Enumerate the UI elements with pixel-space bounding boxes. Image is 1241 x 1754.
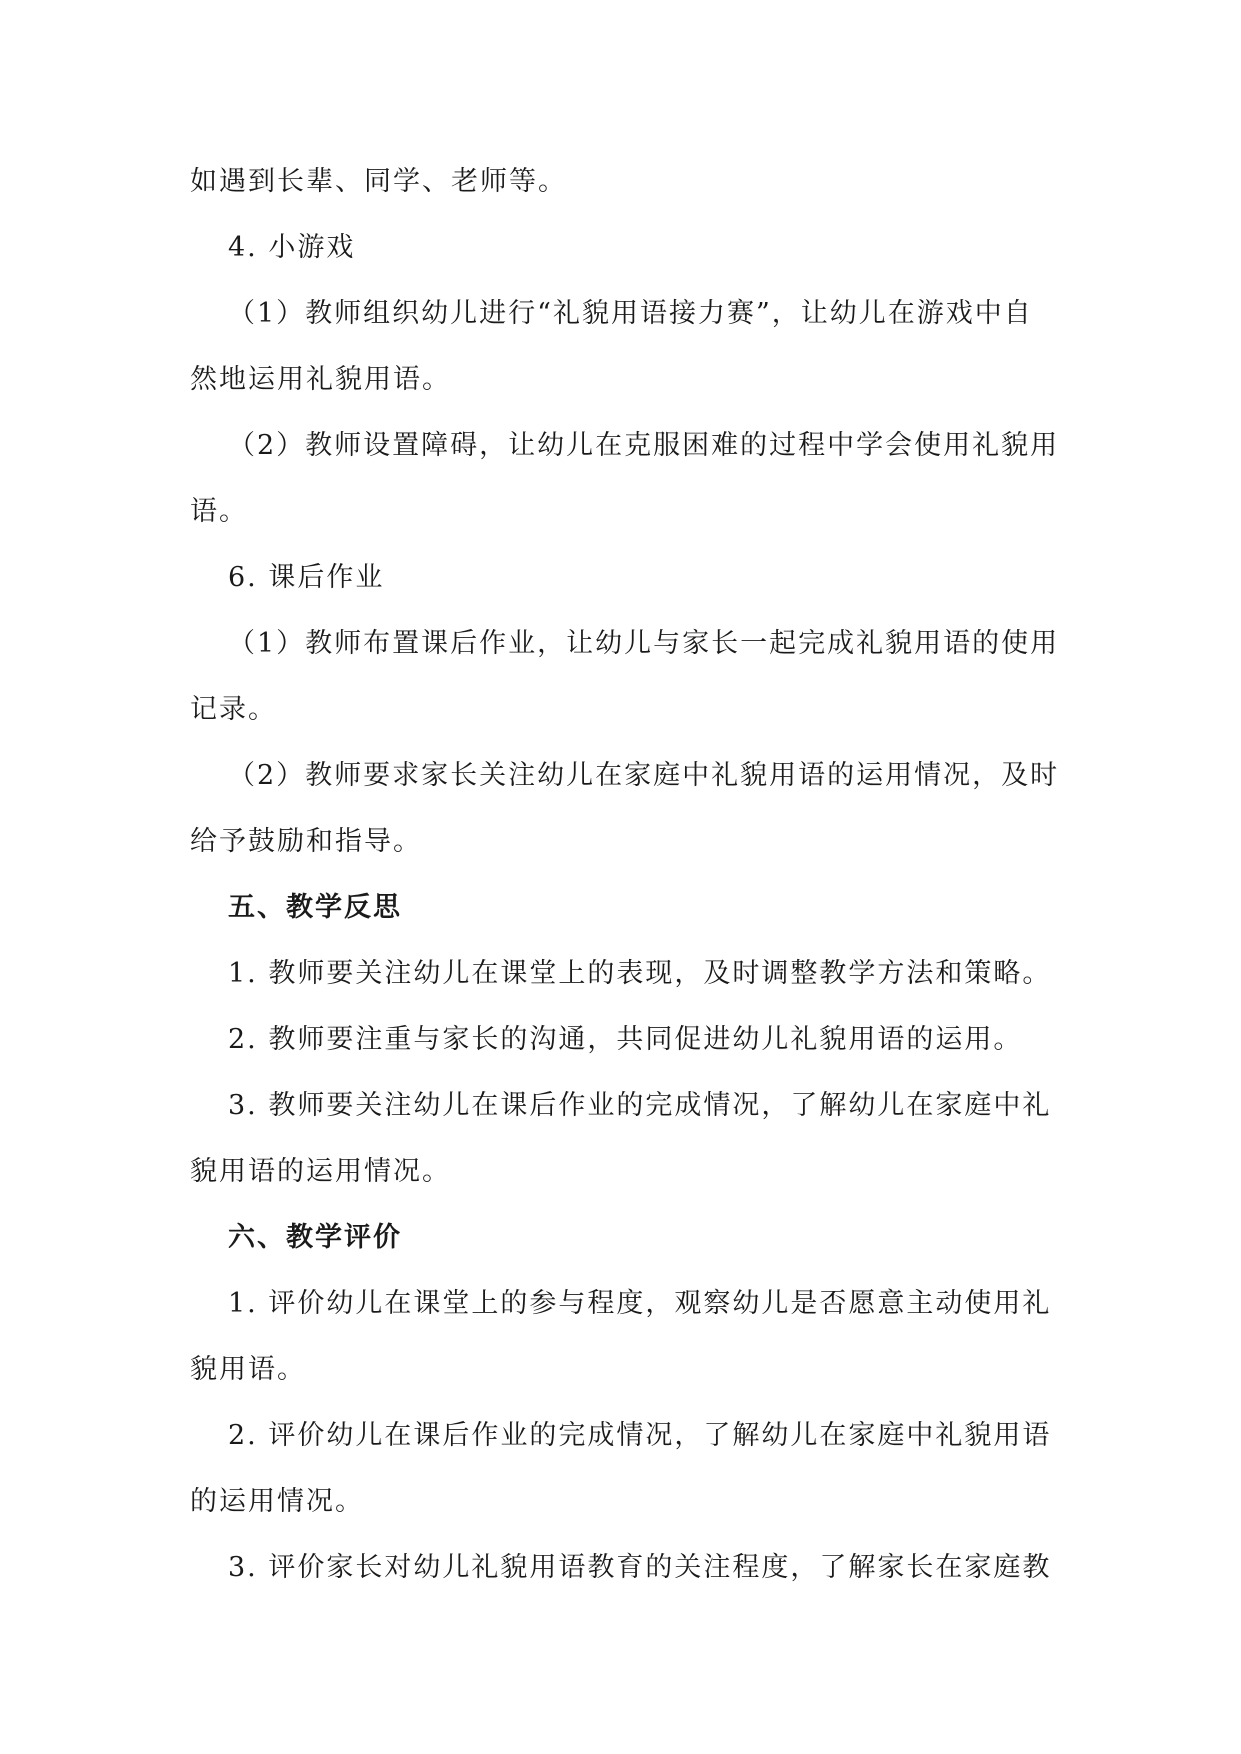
list-item-text: 2. 教师要注重与家长的沟通，共同促进幼儿礼貌用语的运用。 [228,1024,1023,1055]
paragraph-line: 然地运用礼貌用语。 [190,364,451,395]
paragraph-line: 给予鼓励和指导。 [190,826,422,857]
list-item-text: 1. 教师要关注幼儿在课堂上的表现，及时调整教学方法和策略。 [228,958,1052,989]
list-item-text: 1. 评价幼儿在课堂上的参与程度，观察幼儿是否愿意主动使用礼 [228,1288,1052,1319]
paragraph-line: 记录。 [190,694,277,725]
section-heading: 五、教学反思 [228,892,402,923]
list-item-text: （1）教师组织幼儿进行“礼貌用语接力赛”，让幼儿在游戏中自 [228,298,1033,329]
paragraph-line: 貌用语。 [190,1354,306,1385]
list-item-text: 2. 评价幼儿在课后作业的完成情况，了解幼儿在家庭中礼貌用语 [228,1420,1052,1451]
list-item-heading: 4. 小游戏 [228,232,356,263]
section-heading: 六、教学评价 [228,1222,402,1253]
paragraph-line: 貌用语的运用情况。 [190,1156,451,1187]
paragraph-line: 语。 [190,496,248,527]
paragraph-line: 如遇到长辈、同学、老师等。 [190,166,567,197]
list-item-text: 3. 评价家长对幼儿礼貌用语教育的关注程度，了解家长在家庭教 [228,1552,1052,1583]
list-item-heading: 6. 课后作业 [228,562,385,593]
paragraph-line: 的运用情况。 [190,1486,364,1517]
list-item-text: 3. 教师要关注幼儿在课后作业的完成情况，了解幼儿在家庭中礼 [228,1090,1052,1121]
list-item-text: （2）教师设置障碍，让幼儿在克服困难的过程中学会使用礼貌用 [228,430,1060,461]
list-item-text: （1）教师布置课后作业，让幼儿与家长一起完成礼貌用语的使用 [228,628,1060,659]
list-item-text: （2）教师要求家长关注幼儿在家庭中礼貌用语的运用情况，及时 [228,760,1060,791]
